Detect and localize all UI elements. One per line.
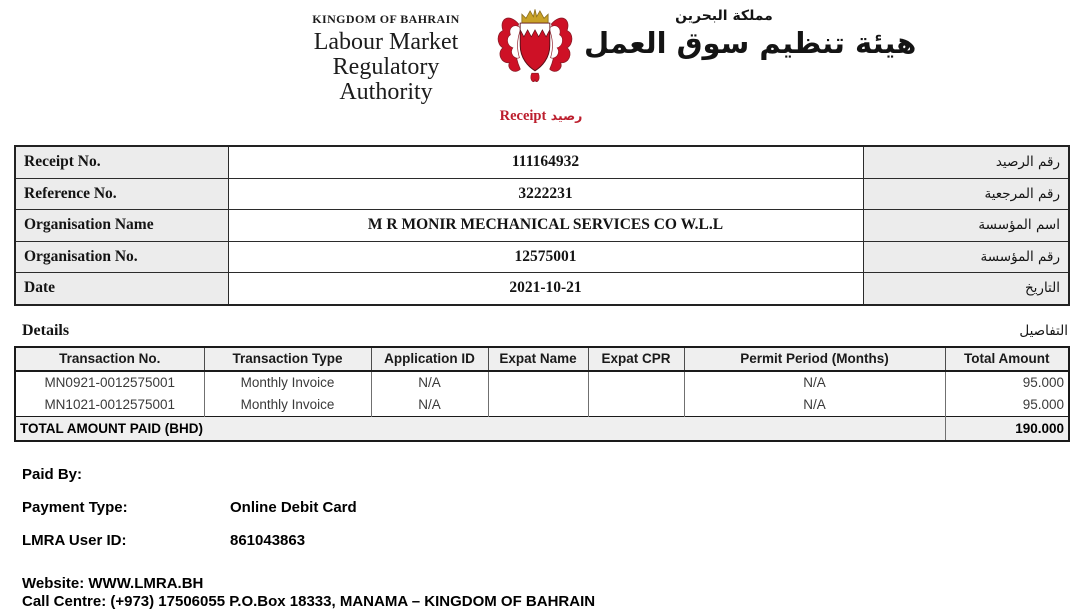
authority-line2: Regulatory Authority <box>332 54 440 105</box>
paid-by-row <box>22 466 1082 483</box>
authority-name-english <box>286 12 486 105</box>
transactions-table <box>14 346 1070 442</box>
receipt-no-label: Receipt No. <box>15 146 228 178</box>
receipt-info-table <box>14 145 1070 306</box>
paid-by-label: Paid By: <box>22 465 83 483</box>
total-amount-paid-value: 190.000 <box>945 416 1069 441</box>
col-transaction-no: Transaction No. <box>15 347 204 371</box>
organisation-name-label-arabic: اسم المؤسسة <box>863 210 1069 242</box>
receipt-title <box>0 107 1082 125</box>
col-expat-cpr: Expat CPR <box>588 347 684 371</box>
transaction-type: Monthly Invoice <box>204 371 371 394</box>
table-header-row <box>15 347 1069 371</box>
call-centre-line: Call Centre: (+973) 17506055 P.O.Box 18333, MANAMA – KINGDOM OF BAHRAIN <box>22 593 596 610</box>
organisation-no-value: 12575001 <box>228 241 863 273</box>
payment-type-value: Online Debit Card <box>230 498 357 516</box>
organisation-name-value: M R MONIR MECHANICAL SERVICES CO W.L.L <box>228 210 863 242</box>
table-row <box>15 210 1069 242</box>
details-section-header <box>14 322 1068 340</box>
receipt-no-value: 111164932 <box>228 146 863 178</box>
lmra-user-id-value: 861043863 <box>230 531 306 549</box>
reference-no-value: 3222231 <box>228 178 863 210</box>
details-title-arabic: التفاصيل <box>1019 322 1068 339</box>
total-amount-paid-label: TOTAL AMOUNT PAID (BHD) <box>15 416 945 441</box>
table-row <box>15 241 1069 273</box>
table-row <box>15 146 1069 178</box>
application-id: N/A <box>371 371 488 394</box>
col-transaction-type: Transaction Type <box>204 347 371 371</box>
footer <box>22 575 1082 612</box>
date-value: 2021-10-21 <box>228 273 863 305</box>
application-id: N/A <box>371 394 488 417</box>
authority-line1: Labour Market <box>313 29 459 55</box>
date-label-arabic: التاريخ <box>863 273 1069 305</box>
transaction-row <box>15 371 1069 394</box>
table-row <box>15 178 1069 210</box>
organisation-no-label-arabic: رقم المؤسسة <box>863 241 1069 273</box>
expat-cpr <box>588 371 684 394</box>
lmra-user-id-label: LMRA User ID: <box>22 531 127 549</box>
col-total-amount: Total Amount <box>945 347 1069 371</box>
expat-cpr <box>588 394 684 417</box>
lmra-user-id-row <box>22 532 1082 549</box>
permit-period: N/A <box>684 371 945 394</box>
expat-name <box>488 394 588 417</box>
transaction-type: Monthly Invoice <box>204 394 371 417</box>
organisation-no-label: Organisation No. <box>15 241 228 273</box>
payment-info-section <box>22 466 1082 549</box>
reference-no-label: Reference No. <box>15 178 228 210</box>
col-application-id: Application ID <box>371 347 488 371</box>
receipt-title-arabic: رصيد <box>550 108 583 123</box>
table-row <box>15 273 1069 305</box>
row-amount: 95.000 <box>945 394 1069 417</box>
website-line: Website: WWW.LMRA.BH <box>22 574 204 592</box>
country-name-arabic: مملكة البحرين <box>675 8 773 24</box>
permit-period: N/A <box>684 394 945 417</box>
authority-arabic: هيئة تنظيم سوق العمل <box>584 26 917 60</box>
payment-type-row <box>22 499 1082 516</box>
receipt-no-label-arabic: رقم الرصيد <box>863 146 1069 178</box>
country-name: KINGDOM OF BAHRAIN <box>312 12 460 26</box>
payment-type-label: Payment Type: <box>22 498 128 516</box>
organisation-name-label: Organisation Name <box>15 210 228 242</box>
authority-name-arabic <box>584 8 917 62</box>
receipt-title-english: Receipt <box>499 108 547 124</box>
col-permit-period: Permit Period (Months) <box>684 347 945 371</box>
date-label: Date <box>15 273 228 305</box>
bahrain-coat-of-arms-icon <box>494 6 576 88</box>
details-title: Details <box>22 321 70 339</box>
transaction-no: MN1021-0012575001 <box>15 394 204 417</box>
transaction-row <box>15 394 1069 417</box>
total-row <box>15 416 1069 441</box>
expat-name <box>488 371 588 394</box>
col-expat-name: Expat Name <box>488 347 588 371</box>
transaction-no: MN0921-0012575001 <box>15 371 204 394</box>
row-amount: 95.000 <box>945 371 1069 394</box>
reference-no-label-arabic: رقم المرجعية <box>863 178 1069 210</box>
letterhead <box>286 6 1082 105</box>
